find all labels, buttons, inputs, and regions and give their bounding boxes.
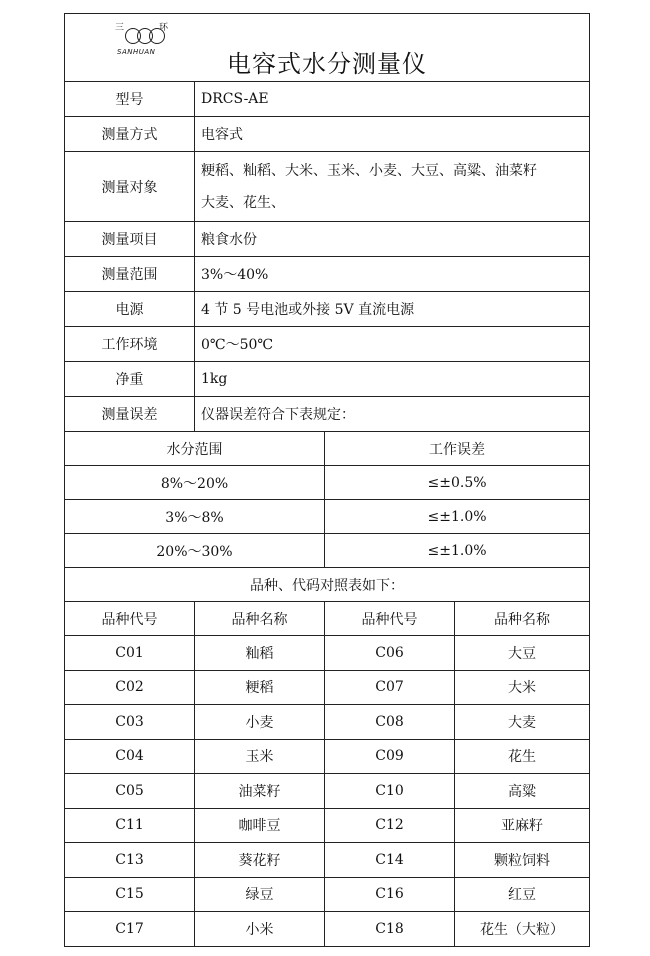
variety-code: C09 — [325, 739, 455, 774]
variety-code: C05 — [65, 774, 195, 809]
variety-name: 大米 — [455, 670, 590, 705]
variety-name: 粳稻 — [195, 670, 325, 705]
variety-code: C07 — [325, 670, 455, 705]
variety-code: C08 — [325, 705, 455, 740]
table-row — [65, 877, 590, 912]
spec-label: 测量误差 — [65, 397, 195, 432]
variety-name: 葵花籽 — [195, 843, 325, 878]
variety-code: C18 — [325, 912, 455, 947]
error-table-cell: 20%～30% — [65, 534, 325, 568]
variety-code: C15 — [65, 877, 195, 912]
variety-code: C01 — [65, 636, 195, 671]
spec-label: 型号 — [65, 82, 195, 117]
spec-table — [64, 13, 590, 947]
page-title: 电容式水分测量仪 — [227, 50, 428, 78]
spec-value: 仪器误差符合下表规定： — [195, 397, 590, 432]
variety-name: 大豆 — [455, 636, 590, 671]
variety-name: 籼稻 — [195, 636, 325, 671]
variety-table-header: 品种代号 — [65, 602, 195, 636]
error-table-header: 水分范围 — [65, 432, 325, 466]
header-cell — [65, 14, 590, 82]
error-table-header: 工作误差 — [325, 432, 590, 466]
variety-name: 咖啡豆 — [195, 808, 325, 843]
table-row — [65, 808, 590, 843]
table-row — [65, 774, 590, 809]
spec-value: 3%～40% — [195, 257, 590, 292]
table-row — [65, 670, 590, 705]
error-table-cell: 8%～20% — [65, 466, 325, 500]
variety-code: C13 — [65, 843, 195, 878]
variety-table-body — [65, 636, 590, 947]
spec-label: 电源 — [65, 292, 195, 327]
spec-label: 测量方式 — [65, 117, 195, 152]
spec-value-line: 大麦、花生、 — [201, 194, 285, 211]
spec-value: 0℃～50℃ — [195, 327, 590, 362]
table-row — [65, 843, 590, 878]
variety-code: C10 — [325, 774, 455, 809]
variety-code: C06 — [325, 636, 455, 671]
variety-name: 小米 — [195, 912, 325, 947]
variety-table-header: 品种名称 — [195, 602, 325, 636]
logo-char-right: 环 — [159, 23, 169, 33]
spec-value-line: 粳稻、籼稻、大米、玉米、小麦、大豆、高粱、油菜籽 — [201, 162, 537, 179]
variety-code: C03 — [65, 705, 195, 740]
spec-label: 测量范围 — [65, 257, 195, 292]
variety-name: 花生 — [455, 739, 590, 774]
table-row — [65, 636, 590, 671]
error-table-cell: ≤±0.5% — [325, 466, 590, 500]
spec-value: 4 节 5 号电池或外接 5V 直流电源 — [195, 292, 590, 327]
variety-name: 小麦 — [195, 705, 325, 740]
variety-code: C04 — [65, 739, 195, 774]
spec-label: 净重 — [65, 362, 195, 397]
table-row — [65, 705, 590, 740]
variety-name: 花生（大粒） — [455, 912, 590, 947]
variety-name: 高粱 — [455, 774, 590, 809]
variety-name: 绿豆 — [195, 877, 325, 912]
error-table-cell: ≤±1.0% — [325, 534, 590, 568]
variety-name: 玉米 — [195, 739, 325, 774]
spec-value — [195, 152, 590, 222]
table-row — [65, 739, 590, 774]
variety-code: C16 — [325, 877, 455, 912]
spec-value: 1kg — [195, 362, 590, 397]
variety-table-header: 品种代号 — [325, 602, 455, 636]
variety-name: 大麦 — [455, 705, 590, 740]
logo-brand: SANHUAN — [117, 48, 156, 56]
variety-name: 红豆 — [455, 877, 590, 912]
variety-table-header: 品种名称 — [455, 602, 590, 636]
error-table-cell: 3%～8% — [65, 500, 325, 534]
spec-label: 测量项目 — [65, 222, 195, 257]
spec-label: 工作环境 — [65, 327, 195, 362]
spec-value: 粮食水份 — [195, 222, 590, 257]
logo-char-left: 三 — [115, 23, 125, 33]
variety-code: C17 — [65, 912, 195, 947]
spec-label: 测量对象 — [65, 152, 195, 222]
variety-code: C14 — [325, 843, 455, 878]
spec-value: 电容式 — [195, 117, 590, 152]
table-row — [65, 912, 590, 947]
spec-value: DRCS-AE — [195, 82, 590, 117]
variety-name: 亚麻籽 — [455, 808, 590, 843]
error-table-cell: ≤±1.0% — [325, 500, 590, 534]
variety-code: C11 — [65, 808, 195, 843]
variety-code: C02 — [65, 670, 195, 705]
variety-caption: 品种、代码对照表如下： — [65, 568, 590, 602]
spec-sheet — [64, 13, 589, 947]
variety-name: 油菜籽 — [195, 774, 325, 809]
variety-name: 颗粒饲料 — [455, 843, 590, 878]
variety-code: C12 — [325, 808, 455, 843]
